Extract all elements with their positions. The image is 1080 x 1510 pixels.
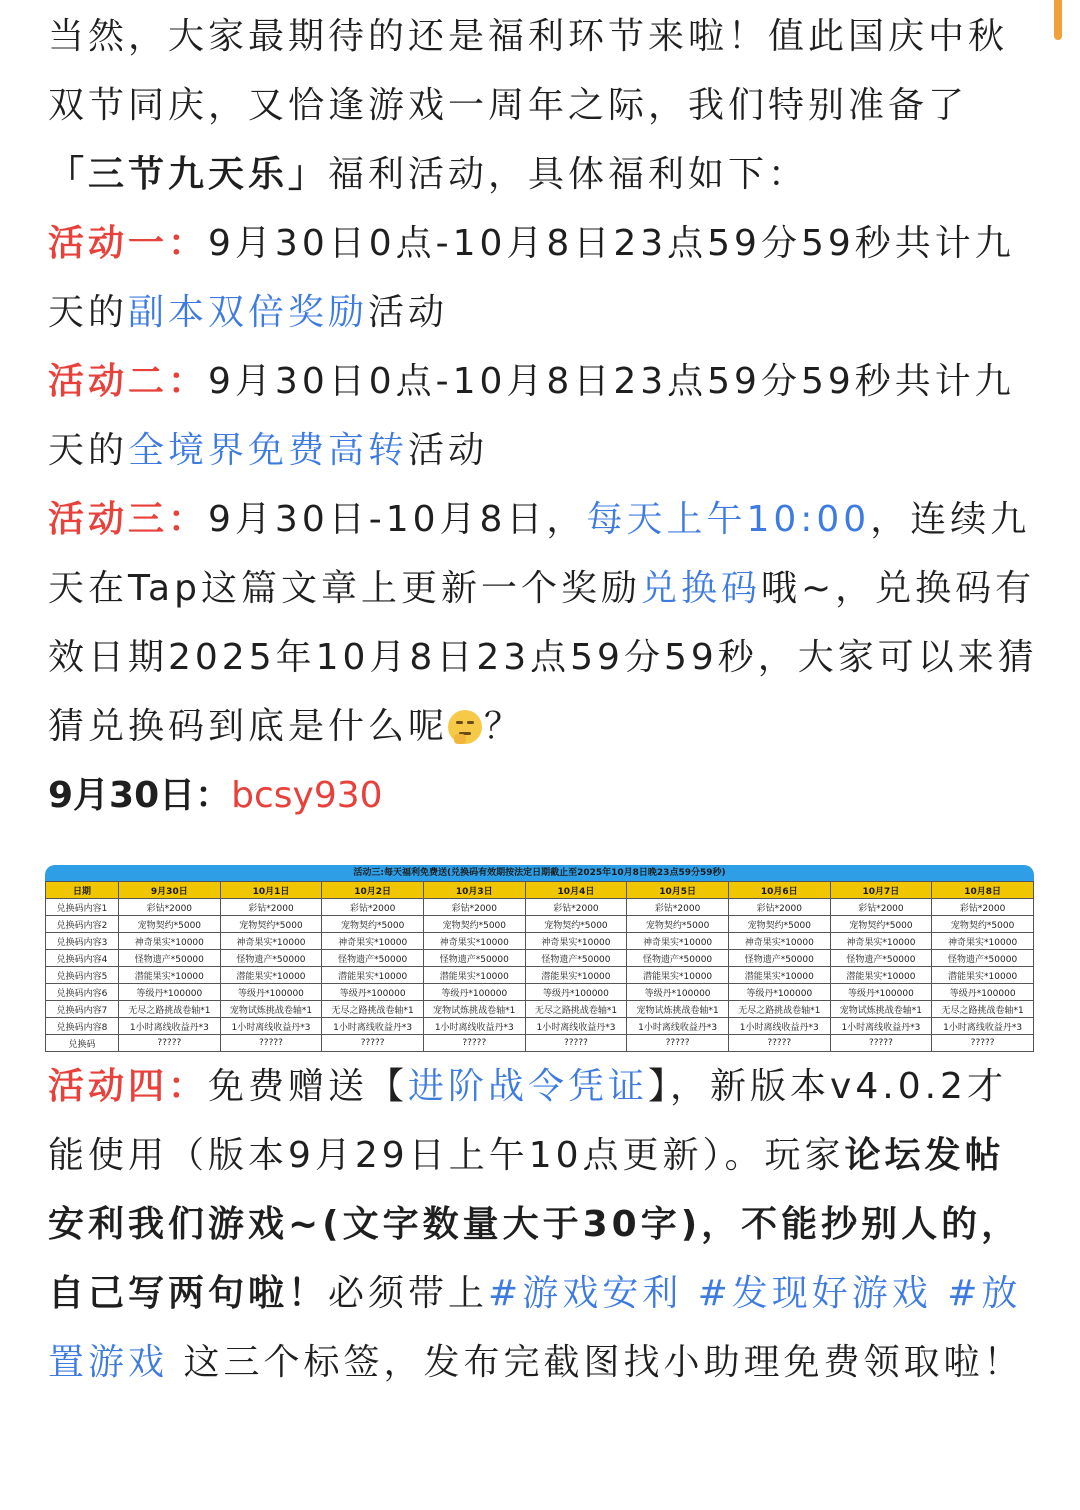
- table-cell: 等级丹*100000: [932, 984, 1034, 1001]
- table-cell: 等级丹*100000: [525, 984, 627, 1001]
- activity-2-highlight: 全境界免费高转: [128, 430, 409, 471]
- rewards-table: [45, 881, 1034, 1052]
- activity-1-tail: 活动: [368, 292, 449, 333]
- table-cell: 1小时离线收益丹*3: [119, 1018, 221, 1035]
- table-cell: 等级丹*100000: [728, 984, 830, 1001]
- intro-text: 当然，大家最期待的还是福利环节来啦！值此国庆中秋双节同庆，又恰逢游戏一周年之际，我们特别准备了: [48, 16, 1009, 126]
- table-cell: 怪物遗产*50000: [932, 950, 1034, 967]
- table-cell: 潜能果实*10000: [525, 967, 627, 984]
- scrollbar[interactable]: [1054, 0, 1062, 40]
- activity-3-text-3: 哦~，兑换码有效日期2025年10月8日23点59分59秒，大家可以来猜猜兑换码到底是什么呢: [48, 568, 1038, 747]
- table-cell: 等级丹*100000: [220, 984, 322, 1001]
- table-cell: 怪物遗产*50000: [728, 950, 830, 967]
- table-title: 活动三:每天福利免费送(兑换码有效期按法定日期截止至2025年10月8日晚23点59分59秒): [45, 865, 1034, 881]
- table-cell: 神奇果实*10000: [119, 933, 221, 950]
- redeem-code: bcsy930: [231, 775, 383, 816]
- table-cell: 宠物契约*5000: [728, 916, 830, 933]
- table-cell: 等级丹*100000: [627, 984, 729, 1001]
- table-cell: 宠物契约*5000: [525, 916, 627, 933]
- table-cell: 等级丹*100000: [322, 984, 424, 1001]
- table-cell: 彩钻*2000: [830, 899, 932, 916]
- table-header-cell: 10月3日: [423, 882, 525, 899]
- table-cell: 潜能果实*10000: [830, 967, 932, 984]
- table-header-cell: 10月5日: [627, 882, 729, 899]
- thinking-face-icon: [448, 710, 482, 744]
- table-cell: 彩钻*2000: [525, 899, 627, 916]
- table-row-label: 兑换码内容1: [46, 899, 119, 916]
- table-cell: 潜能果实*10000: [932, 967, 1034, 984]
- table-cell: 1小时离线收益丹*3: [728, 1018, 830, 1035]
- table-cell: 神奇果实*10000: [627, 933, 729, 950]
- table-cell: ?????: [220, 1035, 322, 1052]
- table-header-row: [46, 882, 1034, 899]
- table-row: [46, 1018, 1034, 1035]
- table-row-label: 兑换码内容4: [46, 950, 119, 967]
- activity-3-text-4: ？: [484, 706, 525, 747]
- table-cell: 无尽之路挑战卷轴*1: [932, 1001, 1034, 1018]
- activity-3-text: 9月30日-10月8日，: [208, 499, 587, 540]
- table-cell: 怪物遗产*50000: [830, 950, 932, 967]
- table-header-cell: 日期: [46, 882, 119, 899]
- table-cell: 1小时离线收益丹*3: [932, 1018, 1034, 1035]
- table-cell: ?????: [728, 1035, 830, 1052]
- activity-4-label: 活动四：: [48, 1066, 209, 1107]
- activity-3-label: 活动三：: [48, 499, 209, 540]
- table-row: [46, 933, 1034, 950]
- table-cell: 潜能果实*10000: [119, 967, 221, 984]
- activity-4-text-3: 必须带上: [328, 1273, 489, 1314]
- table-cell: ?????: [830, 1035, 932, 1052]
- activity-4-text-2: 】，新版本v4.0.2才能使用（版本9月29日上午10点更新）。玩家: [48, 1066, 1007, 1176]
- table-row-label: 兑换码内容3: [46, 933, 119, 950]
- activity-1: [48, 209, 1038, 347]
- table-cell: 怪物遗产*50000: [322, 950, 424, 967]
- table-cell: ?????: [423, 1035, 525, 1052]
- table-cell: 宠物契约*5000: [322, 916, 424, 933]
- table-cell: 神奇果实*10000: [322, 933, 424, 950]
- table-row: [46, 984, 1034, 1001]
- table-cell: 宠物契约*5000: [423, 916, 525, 933]
- table-cell: 宠物契约*5000: [220, 916, 322, 933]
- table-cell: 怪物遗产*50000: [525, 950, 627, 967]
- activity-2-tail: 活动: [408, 430, 489, 471]
- activity-4-text-4: 这三个标签，发布完截图找小助理免费领取啦！: [168, 1342, 1024, 1383]
- activity-1-label: 活动一：: [48, 223, 209, 264]
- table-cell: 1小时离线收益丹*3: [830, 1018, 932, 1035]
- table-cell: 宠物契约*5000: [627, 916, 729, 933]
- activity-3-time-highlight: 每天上午10:00: [586, 499, 871, 540]
- table-header-cell: 10月4日: [525, 882, 627, 899]
- activity-2: [48, 347, 1038, 485]
- activity-3-text-2: ，连续九天在Tap这篇文章上更新一个奖励: [48, 499, 1031, 609]
- table-cell: 怪物遗产*50000: [627, 950, 729, 967]
- table-cell: ?????: [932, 1035, 1034, 1052]
- activity-4-highlight: 进阶战令凭证: [408, 1066, 649, 1107]
- table-header-cell: 10月1日: [220, 882, 322, 899]
- table-cell: 无尽之路挑战卷轴*1: [322, 1001, 424, 1018]
- table-row-label: 兑换码内容8: [46, 1018, 119, 1035]
- table-cell: 彩钻*2000: [627, 899, 729, 916]
- table-cell: 1小时离线收益丹*3: [525, 1018, 627, 1035]
- table-cell: 神奇果实*10000: [830, 933, 932, 950]
- table-cell: 潜能果实*10000: [220, 967, 322, 984]
- table-cell: 宠物试炼挑战卷轴*1: [220, 1001, 322, 1018]
- table-cell: 宠物契约*5000: [830, 916, 932, 933]
- table-header-cell: 10月8日: [932, 882, 1034, 899]
- table-cell: 彩钻*2000: [322, 899, 424, 916]
- today-code-line: [48, 761, 1038, 830]
- table-cell: 怪物遗产*50000: [119, 950, 221, 967]
- table-cell: 1小时离线收益丹*3: [220, 1018, 322, 1035]
- table-cell: 潜能果实*10000: [423, 967, 525, 984]
- table-row: [46, 950, 1034, 967]
- table-cell: 神奇果实*10000: [423, 933, 525, 950]
- table-cell: 1小时离线收益丹*3: [423, 1018, 525, 1035]
- table-header-cell: 10月7日: [830, 882, 932, 899]
- table-cell: 神奇果实*10000: [728, 933, 830, 950]
- table-cell: ?????: [525, 1035, 627, 1052]
- table-header-cell: 10月2日: [322, 882, 424, 899]
- table-cell: 宠物试炼挑战卷轴*1: [830, 1001, 932, 1018]
- activity-4-bold: 论坛发帖安利我们游戏~(文字数量大于30字)，不能抄别人的，自己写两句啦！: [48, 1135, 1022, 1314]
- table-cell: 宠物契约*5000: [119, 916, 221, 933]
- table-cell: 宠物试炼挑战卷轴*1: [627, 1001, 729, 1018]
- table-cell: 宠物试炼挑战卷轴*1: [423, 1001, 525, 1018]
- table-row: [46, 967, 1034, 984]
- activity-3: [48, 485, 1038, 761]
- table-row: [46, 1035, 1034, 1052]
- table-cell: 等级丹*100000: [830, 984, 932, 1001]
- table-row-label: 兑换码: [46, 1035, 119, 1052]
- activity-2-text: 9月30日0点-10月8日23点59分59秒共计九天的: [48, 361, 1015, 471]
- activity-1-highlight: 副本双倍奖励: [128, 292, 369, 333]
- table-cell: 彩钻*2000: [423, 899, 525, 916]
- table-row: [46, 916, 1034, 933]
- table-row: [46, 1001, 1034, 1018]
- table-cell: 宠物契约*5000: [932, 916, 1034, 933]
- activity-4: [48, 1052, 1038, 1397]
- table-cell: 彩钻*2000: [728, 899, 830, 916]
- table-row-label: 兑换码内容7: [46, 1001, 119, 1018]
- table-cell: 潜能果实*10000: [627, 967, 729, 984]
- table-cell: 彩钻*2000: [932, 899, 1034, 916]
- activity-4-text: 免费赠送【: [208, 1066, 409, 1107]
- table-row-label: 兑换码内容2: [46, 916, 119, 933]
- table-cell: 等级丹*100000: [423, 984, 525, 1001]
- activity-1-text: 9月30日0点-10月8日23点59分59秒共计九天的: [48, 223, 1015, 333]
- table-cell: 潜能果实*10000: [322, 967, 424, 984]
- table-cell: 1小时离线收益丹*3: [627, 1018, 729, 1035]
- table-cell: 神奇果实*10000: [525, 933, 627, 950]
- table-cell: ?????: [119, 1035, 221, 1052]
- table-header-cell: 9月30日: [119, 882, 221, 899]
- activity-2-label: 活动二：: [48, 361, 209, 402]
- today-date: 9月30日：: [48, 775, 232, 816]
- table-cell: 无尽之路挑战卷轴*1: [525, 1001, 627, 1018]
- table-cell: 怪物遗产*50000: [220, 950, 322, 967]
- table-cell: ?????: [322, 1035, 424, 1052]
- table-cell: 彩钻*2000: [220, 899, 322, 916]
- activity-4-tags[interactable]: #游戏安利 #发现好游戏 #放置游戏: [48, 1273, 1022, 1383]
- table-cell: 等级丹*100000: [119, 984, 221, 1001]
- table-cell: 神奇果实*10000: [220, 933, 322, 950]
- table-cell: ?????: [627, 1035, 729, 1052]
- event-name: 「三节九天乐」: [48, 154, 329, 195]
- table-cell: 神奇果实*10000: [932, 933, 1034, 950]
- article-body: [48, 0, 1038, 830]
- table-row-label: 兑换码内容5: [46, 967, 119, 984]
- table-row-label: 兑换码内容6: [46, 984, 119, 1001]
- activity-3-code-highlight: 兑换码: [640, 568, 761, 609]
- table-header-cell: 10月6日: [728, 882, 830, 899]
- intro-text-tail: 福利活动，具体福利如下：: [328, 154, 809, 195]
- table-cell: 潜能果实*10000: [728, 967, 830, 984]
- intro-paragraph: [48, 2, 1038, 209]
- article-body-lower: [48, 1052, 1038, 1397]
- table-cell: 无尽之路挑战卷轴*1: [119, 1001, 221, 1018]
- table-row: [46, 899, 1034, 916]
- table-cell: 怪物遗产*50000: [423, 950, 525, 967]
- table-cell: 无尽之路挑战卷轴*1: [728, 1001, 830, 1018]
- rewards-table-image: [45, 865, 1034, 1052]
- table-cell: 1小时离线收益丹*3: [322, 1018, 424, 1035]
- table-cell: 彩钻*2000: [119, 899, 221, 916]
